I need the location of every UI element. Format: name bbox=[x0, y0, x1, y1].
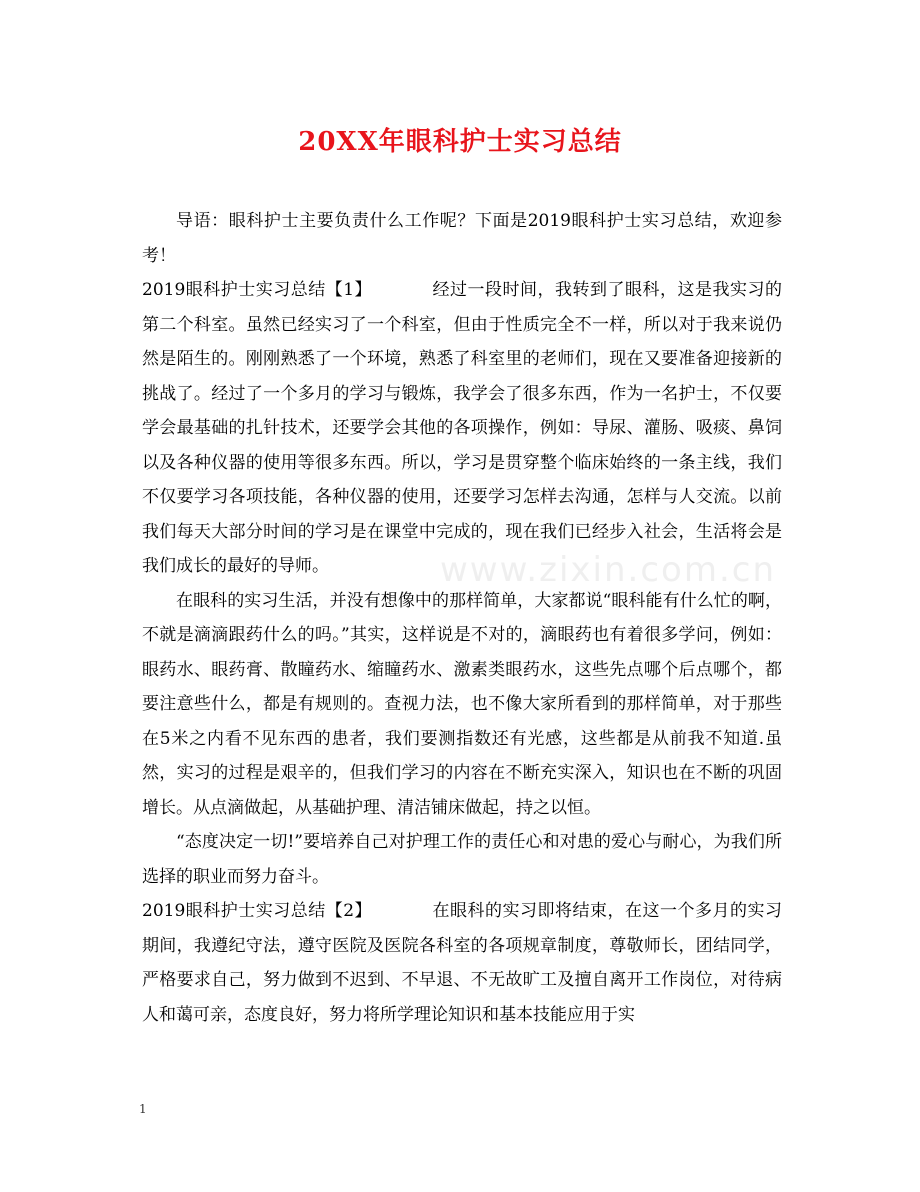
document-title: 20XX年眼科护士实习总结 bbox=[298, 127, 622, 157]
section-1-paragraph-2: 在眼科的实习生活，并没有想像中的那样简单，大家都说“眼科能有什么忙的啊，不就是滴滴跟药什么的吗。”其实，这样说是不对的，滴眼药也有着很多学问，例如：眼药水、眼药膏、散瞳药水、缩瞳药水、激素类眼药水，这些先点哪个后点哪个，都要注意些什么，都是有规则的。查视力法，也不像大家所看到的那样简单，对于那些在5米之内看不见东西的患者，我们要测指数还有光感，这些都是从前我不知道.虽然，实习的过程是艰辛的，但我们学习的内容在不断充实深入，知识也在不断的巩固增长。从点滴做起，从基础护理、清洁铺床做起，持之以恒。 bbox=[142, 590, 782, 818]
section-2-heading: 2019眼科护士实习总结【2】 bbox=[142, 901, 373, 921]
watermark-text: www.zixin.com.cn bbox=[440, 550, 776, 590]
section-1-paragraph-1 bbox=[142, 273, 782, 584]
document-body bbox=[142, 204, 782, 1032]
section-1-paragraph-1-text: 经过一段时间，我转到了眼科，这是我实习的第二个科室。虽然已经实习了一个科室，但由于性质完全不一样，所以对于我来说仍然是陌生的。刚刚熟悉了一个环境，熟悉了科室里的老师们，现在又要准备迎接新的挑战了。经过了一个多月的学习与锻炼，我学会了很多东西，作为一名护士，不仅要学会最基础的扎针技术，还要学会其他的各项操作，例如：导尿、灌肠、吸痰、鼻饲以及各种仪器的使用等很多东西。所以，学习是贯穿整个临床始终的一条主线，我们不仅要学习各项技能，各种仪器的使用，还要学习怎样去沟通，怎样与人交流。以前我们每天大部分时间的学习是在课堂中完成的，现在我们已经步入社会，生活将会是我们成长的最好的导师。 bbox=[142, 280, 782, 576]
section-1-heading: 2019眼科护士实习总结【1】 bbox=[142, 280, 373, 300]
section-2-paragraph-1 bbox=[142, 894, 782, 1032]
intro-paragraph: 导语：眼科护士主要负责什么工作呢？下面是2019眼科护士实习总结，欢迎参考！ bbox=[142, 211, 782, 266]
page-number: 1 bbox=[139, 1102, 147, 1116]
section-2-paragraph-1-text: 在眼科的实习即将结束，在这一个多月的实习期间，我遵纪守法，遵守医院及医院各科室的各项规章制度，尊敬师长，团结同学，严格要求自己，努力做到不迟到、不早退、不无故旷工及擅自离开工作岗位，对待病人和蔼可亲，态度良好，努力将所学理论知识和基本技能应用于实 bbox=[142, 901, 782, 1025]
section-1-paragraph-3: “态度决定一切!”要培养自己对护理工作的责任心和对患的爱心与耐心，为我们所选择的职业而努力奋斗。 bbox=[142, 832, 782, 887]
